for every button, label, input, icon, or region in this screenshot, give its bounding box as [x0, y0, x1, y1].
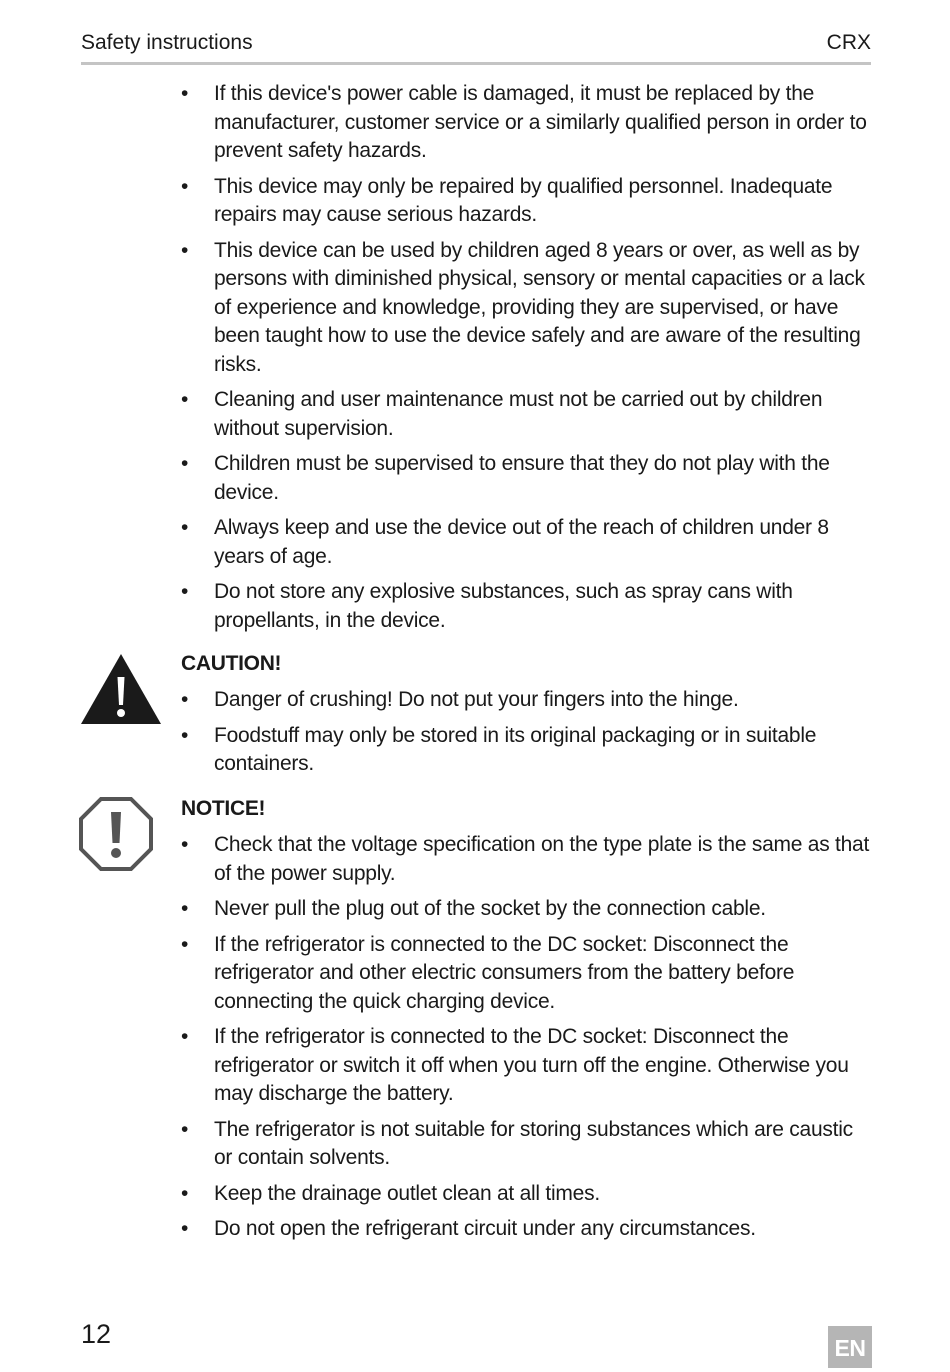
- header-section-title: Safety instructions: [81, 31, 253, 54]
- warning-triangle-icon: [80, 653, 162, 725]
- list-item: • The refrigerator is not suitable for storing substances which are caustic or contain solvents.: [181, 1116, 873, 1173]
- general-safety-list: [181, 80, 873, 642]
- list-item: • Children must be supervised to ensure that they do not play with the device.: [181, 450, 873, 507]
- notice-octagon-icon: [79, 797, 153, 871]
- list-item: • Check that the voltage specification on the type plate is the same as that of the power supply.: [181, 831, 873, 888]
- notice-heading: NOTICE!: [181, 797, 266, 820]
- list-item: • Cleaning and user maintenance must not be carried out by children without supervision.: [181, 386, 873, 443]
- list-item: • If this device's power cable is damaged, it must be replaced by the manufacturer, customer service or a similarly qualified person in order to prevent safety hazards.: [181, 80, 873, 166]
- list-item: • If the refrigerator is connected to the DC socket: Disconnect the refrigerator and other electric consumers from the battery before connecting the quick charging device.: [181, 931, 873, 1017]
- list-item: • Keep the drainage outlet clean at all times.: [181, 1180, 873, 1209]
- header-model-name: CRX: [826, 31, 871, 54]
- list-item: • This device can be used by children aged 8 years or over, as well as by persons with diminished physical, sensory or mental capacities or a lack of experience and knowledge, providing they are supervised, or have been taught how to use the device safely and are aware of the resulting risks.: [181, 237, 873, 380]
- list-item: • This device may only be repaired by qualified personnel. Inadequate repairs may cause serious hazards.: [181, 173, 873, 230]
- list-item: • Danger of crushing! Do not put your fingers into the hinge.: [181, 686, 873, 715]
- page-header: [81, 28, 871, 65]
- list-item: • Foodstuff may only be stored in its original packaging or in suitable containers.: [181, 722, 873, 779]
- caution-heading: CAUTION!: [181, 652, 282, 675]
- list-item: • Always keep and use the device out of the reach of children under 8 years of age.: [181, 514, 873, 571]
- list-item: • Do not open the refrigerant circuit under any circumstances.: [181, 1215, 873, 1244]
- language-badge: EN: [828, 1326, 872, 1368]
- page-number: 12: [81, 1319, 112, 1349]
- list-item: • Do not store any explosive substances, such as spray cans with propellants, in the device.: [181, 578, 873, 635]
- caution-list: [181, 686, 873, 786]
- list-item: • Never pull the plug out of the socket by the connection cable.: [181, 895, 873, 924]
- list-item: • If the refrigerator is connected to the DC socket: Disconnect the refrigerator or switch it off when you turn off the engine. Otherwise you may discharge the battery.: [181, 1023, 873, 1109]
- notice-list: [181, 831, 873, 1251]
